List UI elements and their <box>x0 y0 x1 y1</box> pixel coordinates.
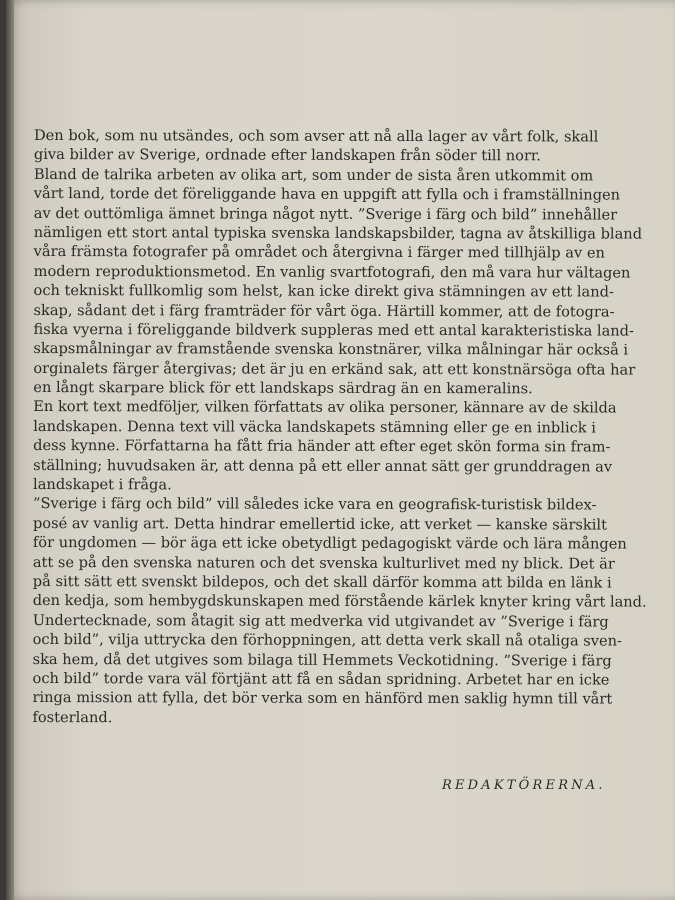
text-line: ”Sverige i färg och bild” vill således icke vara en geografisk-turistisk bildex- <box>32 495 597 514</box>
text-line: Bland de talrika arbeten av olika art, som under de sista åren utkommit om <box>33 165 594 185</box>
text-line: för ungdomen — bör äga ett icke obetydligt pedagogiskt värde och lära mången <box>32 534 627 553</box>
text-line: ställning; huvudsaken är, att denna på ett eller annat sätt ger grunddragen av <box>33 456 613 476</box>
text-line: landskapet i fråga. <box>33 476 172 494</box>
text-line: orginalets färger återgivas; det är ju en erkänd sak, att ett konstnärsöga ofta har <box>33 359 636 379</box>
text-line: att se på den svenska naturen och det svenska kulturlivet med ny blick. Det är <box>32 553 615 573</box>
text-line: av det outtömliga ämnet bringa något nytt. ”Sverige i färg och bild” innehåller <box>33 204 618 224</box>
text-line: på sitt sätt ett svenskt bildepos, och det skall därför komma att bilda en länk i <box>32 572 612 592</box>
text-line: och bild”, vilja uttrycka den förhoppningen, att detta verk skall nå otaliga sven- <box>32 631 623 650</box>
text-line: skapsmålningar av framstående svenska konstnärer, vilka målningar här också i <box>33 340 629 359</box>
text-line: giva bilder av Sverige, ordnade efter landskapen från söder till norr. <box>33 146 541 165</box>
text-line: och bild” torde vara väl förtjänt att få en sådan spridning. Arbetet har en icke <box>32 669 610 689</box>
text-line: posé av vanlig art. Detta hindrar emellertid icke, att verket — kanske särskilt <box>32 514 608 534</box>
book-page <box>6 0 675 900</box>
text-line: landskapen. Denna text vill väcka landskapets stämning eller ge en inblick i <box>33 417 596 437</box>
text-line: En kort text medföljer, vilken författats av olika personer, kännare av de skilda <box>33 398 617 417</box>
signature: REDAKTÖRERNA. <box>442 778 606 793</box>
text-line: och tekniskt fullkomlig som helst, kan icke direkt giva stämningen av ett land- <box>33 282 614 301</box>
text-line: fiska vyerna i föreliggande bildverk suppleras med ett antal karakteristiska land- <box>33 320 635 340</box>
text-line: modern reproduktionsmetod. En vanlig svartfotografi, den må vara hur vältagen <box>33 262 631 282</box>
text-line: Den bok, som nu utsändes, och som avser att nå alla lager av vårt folk, skall <box>33 127 599 146</box>
preface-text <box>32 126 648 729</box>
text-line: Undertecknade, som åtagit sig att medverka vid utgivandet av ”Sverige i färg <box>32 611 609 631</box>
text-line: den kedja, som hembygdskunskapen med förstående kärlek knyter kring vårt land. <box>32 592 647 611</box>
text-line: fosterland. <box>32 708 113 726</box>
page-binding-edge <box>6 0 14 900</box>
text-line: en långt skarpare blick för ett landskaps särdrag än en kameralins. <box>33 379 533 398</box>
text-line: våra främsta fotografer på området och återgivna i färger med tillhjälp av en <box>33 243 605 262</box>
text-line: ska hem, då det utgives som bilaga till Hemmets Veckotidning. ”Sverige i färg <box>32 650 612 670</box>
text-line: dess kynne. Författarna ha fått fria händer att efter eget skön forma sin fram- <box>33 437 611 456</box>
text-line: ringa mission att fylla, det bör verka som en hänförd men saklig hymn till vårt <box>32 689 613 708</box>
text-line: skap, sådant det i färg framträder för vårt öga. Härtill kommer, att de fotogra- <box>33 301 615 321</box>
text-line: vårt land, torde det föreliggande hava en uppgift att fylla och i framställningen <box>33 185 621 204</box>
text-line: nämligen ett stort antal typiska svenska landskapsbilder, tagna av åtskilliga bland <box>33 223 643 243</box>
